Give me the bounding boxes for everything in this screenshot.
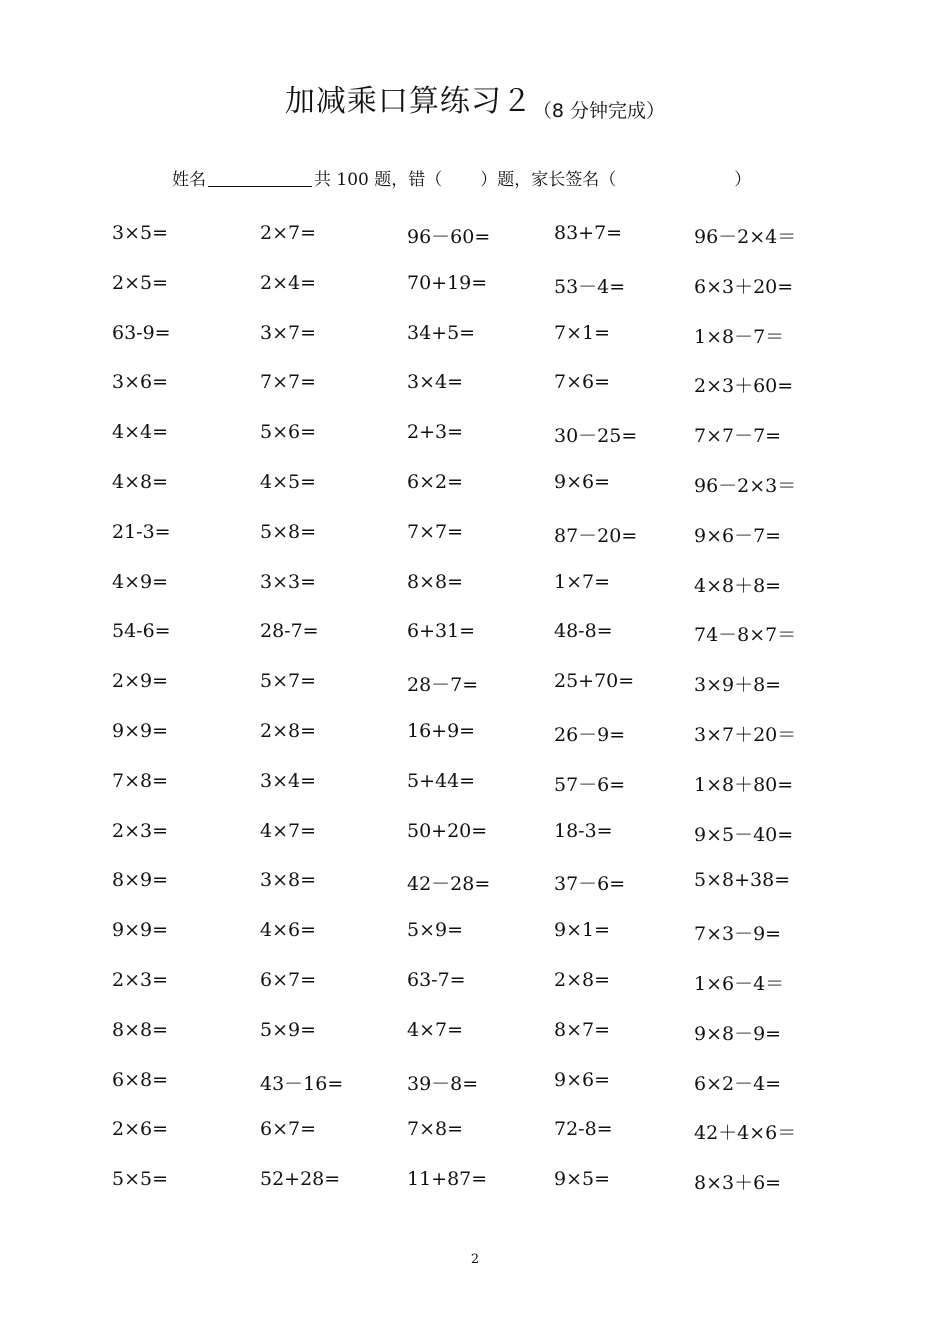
student-info-line — [172, 165, 751, 190]
problem-item: 9×6－7= — [694, 524, 782, 547]
problem-item: 7×3－9= — [694, 923, 782, 946]
problem-item: 5×9= — [407, 919, 464, 942]
problem-item: 48-8= — [554, 620, 613, 643]
problem-item: 30－25= — [554, 425, 638, 448]
problem-item: 2×3= — [112, 968, 169, 991]
problem-row — [112, 521, 854, 571]
problem-row — [112, 222, 854, 272]
problem-item: 53－4= — [554, 275, 626, 298]
problem-item: 6×3＋20= — [694, 275, 794, 298]
problem-item: 5×8= — [260, 520, 317, 543]
problem-item: 4×8= — [112, 470, 169, 493]
problem-item: 37－6= — [554, 873, 626, 896]
title-subtitle: （8 分钟完成） — [532, 100, 666, 122]
problem-item: 3×7＋20＝ — [694, 723, 797, 746]
problem-item: 4×9= — [112, 570, 169, 593]
problem-item: 4×4= — [112, 421, 169, 444]
problem-item: 3×5= — [112, 222, 169, 244]
title-main: 加减乘口算练习２ — [284, 84, 533, 119]
problem-row — [112, 421, 854, 471]
problem-item: 2+3= — [407, 421, 464, 444]
problem-item: 2×8= — [554, 968, 611, 991]
problem-row — [112, 720, 854, 770]
worksheet-title — [0, 76, 950, 123]
problem-item: 96－60= — [407, 226, 491, 248]
problem-item: 7×8= — [112, 769, 169, 792]
problem-row — [112, 969, 854, 1019]
problem-row — [112, 322, 854, 372]
problem-item: 28-7= — [260, 620, 319, 643]
problem-item: 5×5= — [112, 1168, 169, 1191]
problem-item: 42－28= — [407, 873, 491, 896]
problem-row — [112, 1118, 854, 1168]
problem-item: 5×7= — [260, 670, 317, 693]
problem-item: 2×5= — [112, 271, 169, 294]
problem-item: 5×8+38= — [694, 869, 791, 892]
problem-item: 9×1= — [554, 919, 611, 942]
problem-item: 9×9= — [112, 919, 169, 942]
name-blank[interactable] — [208, 186, 312, 187]
problem-item: 1×8＋80= — [694, 773, 794, 796]
problem-row — [112, 571, 854, 621]
problem-item: 4×5= — [260, 470, 317, 493]
problem-item: 83+7= — [554, 222, 623, 244]
problem-item: 4×7= — [407, 1018, 464, 1041]
problem-item: 4×6= — [260, 919, 317, 942]
problem-item: 25+70= — [554, 670, 635, 693]
problem-item: 18-3= — [554, 819, 613, 842]
problem-item: 2×3= — [112, 819, 169, 842]
problem-item: 7×1= — [554, 321, 611, 344]
problem-item: 63-9= — [112, 321, 171, 344]
problem-item: 4×7= — [260, 819, 317, 842]
problem-item: 72-8= — [554, 1118, 613, 1141]
problem-row — [112, 371, 854, 421]
problem-item: 7×7－7= — [694, 425, 782, 448]
problem-item: 54-6= — [112, 620, 171, 643]
problem-item: 28－7= — [407, 674, 479, 697]
problem-item: 2×4= — [260, 271, 317, 294]
problem-item: 39－8= — [407, 1072, 479, 1095]
problem-item: 1×7= — [554, 570, 611, 593]
problem-item: 96－2×4＝ — [694, 226, 797, 248]
problem-item: 43－16= — [260, 1072, 344, 1095]
problem-item: 3×7= — [260, 321, 317, 344]
problem-row — [112, 1168, 854, 1218]
problem-item: 34+5= — [407, 321, 476, 344]
problem-item: 3×4= — [260, 769, 317, 792]
problem-item: 9×5－40= — [694, 823, 794, 846]
problem-item: 2×8= — [260, 719, 317, 742]
problem-item: 7×6= — [554, 371, 611, 394]
name-label: 姓名 — [172, 170, 206, 190]
problem-grid — [112, 222, 854, 1218]
problem-item: 5×6= — [260, 421, 317, 444]
problem-item: 5×9= — [260, 1018, 317, 1041]
problem-item: 3×4= — [407, 371, 464, 394]
problem-item: 7×7= — [260, 371, 317, 394]
problem-row — [112, 670, 854, 720]
problem-item: 5+44= — [407, 769, 476, 792]
problem-item: 26－9= — [554, 723, 626, 746]
problem-item: 2×6= — [112, 1118, 169, 1141]
parent-sign-label: ）题，家长签名（ — [480, 170, 617, 190]
problem-item: 11+87= — [407, 1168, 488, 1191]
problem-item: 8×8= — [407, 570, 464, 593]
problem-item: 8×3＋6= — [694, 1172, 782, 1195]
problem-item: 6×2－4= — [694, 1072, 782, 1095]
problem-item: 7×8= — [407, 1118, 464, 1141]
problem-item: 8×8= — [112, 1018, 169, 1041]
problem-item: 9×6= — [554, 1068, 611, 1091]
problem-item: 3×6= — [112, 371, 169, 394]
problem-item: 6×7= — [260, 1118, 317, 1141]
problem-item: 3×8= — [260, 869, 317, 892]
problem-item: 9×6= — [554, 470, 611, 493]
problem-row — [112, 620, 854, 670]
problem-item: 7×7= — [407, 520, 464, 543]
problem-row — [112, 869, 854, 919]
sign-close-paren: ） — [734, 170, 752, 190]
problem-item: 1×6－4＝ — [694, 972, 785, 995]
problem-row — [112, 770, 854, 820]
problem-row — [112, 1019, 854, 1069]
problem-item: 2×3＋60= — [694, 375, 794, 398]
problem-item: 87－20= — [554, 524, 638, 547]
problem-item: 8×7= — [554, 1018, 611, 1041]
problem-item: 6×2= — [407, 470, 464, 493]
problem-item: 3×3= — [260, 570, 317, 593]
problem-row — [112, 1069, 854, 1119]
problem-row — [112, 820, 854, 870]
problem-item: 6×8= — [112, 1068, 169, 1091]
problem-item: 42＋4×6＝ — [694, 1122, 797, 1145]
problem-item: 2×7= — [260, 222, 317, 244]
problem-item: 63-7= — [407, 968, 466, 991]
problem-item: 16+9= — [407, 719, 476, 742]
problem-item: 8×9= — [112, 869, 169, 892]
page-number: 2 — [470, 1252, 480, 1267]
problem-item: 21-3= — [112, 520, 171, 543]
problem-item: 9×9= — [112, 719, 169, 742]
problem-item: 9×8－9= — [694, 1022, 782, 1045]
problem-item: 1×8－7＝ — [694, 325, 785, 348]
problem-item: 52+28= — [260, 1168, 341, 1191]
problem-item: 9×5= — [554, 1168, 611, 1191]
problem-row — [112, 471, 854, 521]
problem-item: 2×9= — [112, 670, 169, 693]
problem-item: 96－2×3＝ — [694, 474, 797, 497]
problem-row — [112, 919, 854, 969]
problem-item: 6×7= — [260, 968, 317, 991]
problem-item: 6+31= — [407, 620, 476, 643]
problem-item: 50+20= — [407, 819, 488, 842]
problem-item: 74－8×7＝ — [694, 624, 797, 647]
problem-row — [112, 272, 854, 322]
total-wrong-label: 共 100 题，错（ — [314, 170, 443, 190]
problem-item: 4×8＋8= — [694, 574, 782, 597]
problem-item: 3×9＋8= — [694, 674, 782, 697]
problem-item: 57－6= — [554, 773, 626, 796]
problem-item: 70+19= — [407, 271, 488, 294]
